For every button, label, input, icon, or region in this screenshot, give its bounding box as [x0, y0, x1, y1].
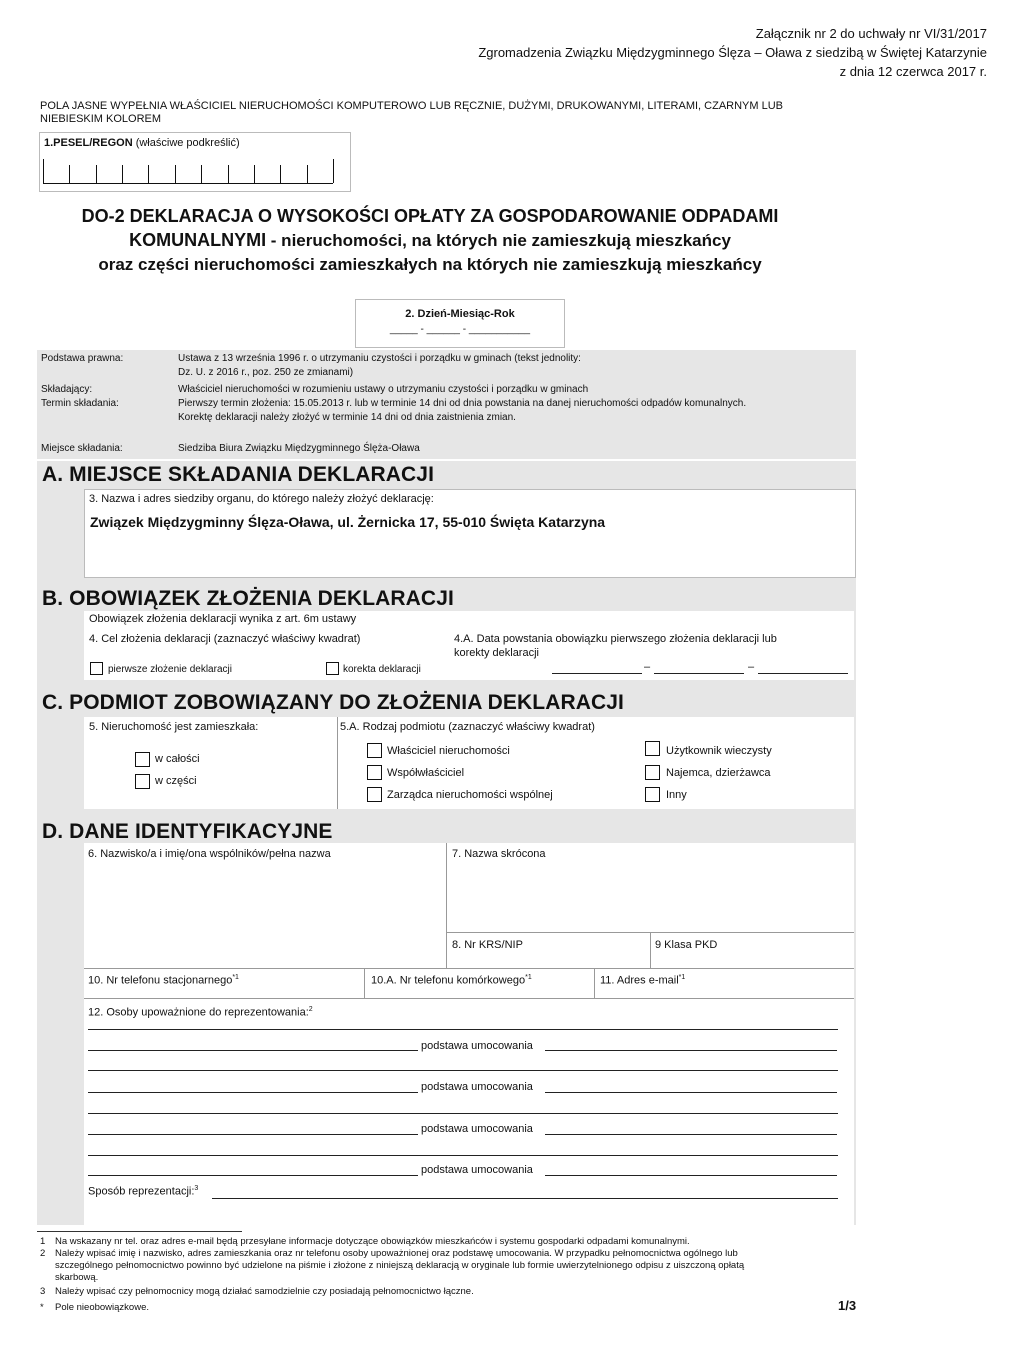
- pesel-box: [39, 132, 351, 192]
- instructions-line-1: POLA JASNE WYPEŁNIA WŁAŚCICIEL NIERUCHOMOŚCI KOMPUTEROWO LUB RĘCZNIE, DUŻYMI, DRUKOWANYMI, LITERAMI, CZARNYM LUB: [40, 100, 784, 112]
- field-8-label: 8. Nr KRS/NIP: [452, 939, 523, 951]
- field-8-input[interactable]: [448, 933, 648, 967]
- header-line-1: Załącznik nr 2 do uchwały nr VI/31/2017: [755, 26, 987, 41]
- perpetual-user-label: Użytkownik wieczysty: [666, 745, 772, 757]
- representative-line-6[interactable]: [88, 1134, 418, 1135]
- declaration-title: [0, 204, 860, 277]
- field-10a-label[interactable]: 10.A. Nr telefonu komórkowego$^{*1}$: [371, 974, 532, 987]
- correction-label: korekta deklaracji: [343, 664, 421, 675]
- tenant-checkbox[interactable]: [645, 765, 660, 780]
- pesel-cell-divider: [228, 165, 229, 183]
- coowner-checkbox[interactable]: [367, 765, 382, 780]
- entity-type-label: 5.A. Rodzaj podmiotu (zaznaczyć właściwy kwadrat): [340, 721, 595, 733]
- representative-line-8[interactable]: [88, 1175, 418, 1176]
- representation-method-input[interactable]: [212, 1198, 838, 1199]
- pesel-cell-divider: [254, 165, 255, 183]
- representative-line-4[interactable]: [88, 1092, 418, 1093]
- pesel-cell-divider: [333, 159, 334, 183]
- inhabited-whole-label: w całości: [155, 753, 200, 765]
- pesel-cell-divider: [175, 165, 176, 183]
- owner-label: Właściciel nieruchomości: [387, 745, 510, 757]
- basis-input-1[interactable]: [545, 1050, 837, 1051]
- representative-line-2[interactable]: [88, 1050, 418, 1051]
- obligation-date-label-2: korekty deklaracji: [454, 647, 539, 659]
- section-b-title: B. OBOWIĄZEK ZŁOŻENIA DEKLARACJI: [42, 587, 454, 610]
- section-c-box: [84, 717, 854, 809]
- obligation-date-year[interactable]: [758, 673, 848, 674]
- field-9-input[interactable]: [652, 933, 852, 967]
- field-10-label[interactable]: 10. Nr telefonu stacjonarnego$^{*1}$: [88, 974, 239, 987]
- representative-line-7[interactable]: [88, 1155, 838, 1156]
- first-submission-checkbox[interactable]: [90, 662, 103, 675]
- basis-input-3[interactable]: [545, 1134, 837, 1135]
- representation-method-label: Sposób reprezentacji:$^3$: [88, 1185, 199, 1198]
- pesel-cell-divider: [280, 165, 281, 183]
- basis-label-3: podstawa umocowania: [421, 1123, 533, 1135]
- basis-line-1: Ustawa z 13 września 1996 r. o utrzymaniu czystości i porządku w gminach (tekst jednolity:: [178, 353, 581, 364]
- basis-input-4[interactable]: [545, 1175, 837, 1176]
- field-12-label: 12. Osoby upoważnione do reprezentowania:$^2$: [88, 1006, 313, 1019]
- date-input[interactable]: _____ - ______ - ___________: [389, 324, 531, 335]
- submitter-label: Składający:: [41, 384, 93, 395]
- representative-line-3[interactable]: [88, 1070, 838, 1071]
- correction-checkbox[interactable]: [326, 662, 339, 675]
- owner-checkbox[interactable]: [367, 743, 382, 758]
- footnote-2-line-1: Należy wpisać imię i nazwisko, adres zamieszkania oraz nr telefonu osoby upoważnionej oraz podstawę umocowania. W przypadku pełnomocnictwa ogólnego lub: [55, 1248, 738, 1259]
- date-box: [355, 299, 565, 348]
- title-line-2-bold: KOMUNALNYMI: [129, 230, 267, 250]
- header-line-3: z dnia 12 czerwca 2017 r.: [839, 64, 987, 79]
- section-c-title: C. PODMIOT ZOBOWIĄZANY DO ZŁOŻENIA DEKLARACJI: [42, 691, 624, 714]
- footnote-3: Należy wpisać czy pełnomocnicy mogą działać samodzielnie czy posiadają pełnomocnictwo łączne.: [55, 1286, 474, 1297]
- field-3-value: Związek Międzygminny Ślęza-Oława, ul. Żernicka 17, 55-010 Święta Katarzyna: [90, 514, 606, 530]
- basis-input-2[interactable]: [545, 1092, 837, 1093]
- instructions-line-2: NIEBIESKIM KOLOREM: [40, 113, 162, 125]
- field-6-input[interactable]: [84, 843, 444, 967]
- inhabited-part-label: w części: [155, 775, 197, 787]
- purpose-label: 4. Cel złożenia deklaracji (zaznaczyć właściwy kwadrat): [89, 633, 361, 645]
- deadline-line-1: Pierwszy termin złożenia: 15.05.2013 r. lub w terminie 14 dni od dnia powstania na danej nieruchomości odpadów komunalnych.: [178, 398, 747, 409]
- field-7-input[interactable]: [448, 843, 852, 931]
- title-line-3: oraz części nieruchomości zamieszkałych na których nie zamieszkują mieszkańcy: [98, 255, 762, 274]
- pesel-input[interactable]: [43, 159, 333, 184]
- obligation-text: Obowiązek złożenia deklaracji wynika z art. 6m ustawy: [89, 613, 357, 625]
- attachment-header: [287, 24, 987, 81]
- manager-checkbox[interactable]: [367, 787, 382, 802]
- footnote-2-line-2: szczególnego pełnomocnictwo powinno być udzielone na piśmie i złożone z niniejszą deklaracją w oryginale lub formie uwierzytelnionego odpisu z uiszczoną opłatą: [55, 1260, 745, 1271]
- pesel-cell-divider: [69, 165, 70, 183]
- footnote-2-line-3: skarbową.: [55, 1272, 99, 1283]
- pesel-label: 1.PESEL/REGON: [44, 137, 133, 149]
- field-3-label: 3. Nazwa i adres siedziby organu, do którego należy złożyć deklarację:: [89, 493, 434, 505]
- perpetual-user-checkbox[interactable]: [645, 741, 660, 756]
- other-checkbox[interactable]: [645, 787, 660, 802]
- pesel-cell-divider: [201, 165, 202, 183]
- header-line-2: Zgromadzenia Związku Międzygminnego Ślęza – Oława z siedzibą w Świętej Katarzynie: [478, 45, 987, 60]
- basis-label-2: podstawa umocowania: [421, 1081, 533, 1093]
- section-d-box: [84, 843, 854, 1225]
- basis-line-2: Dz. U. z 2016 r., poz. 250 ze zmianami): [178, 367, 354, 378]
- pesel-hint: (właściwe podkreślić): [135, 137, 240, 149]
- fill-instructions: [40, 100, 783, 126]
- representative-line-1[interactable]: [88, 1029, 838, 1030]
- obligation-date-month[interactable]: [654, 673, 744, 674]
- section-a-title: A. MIEJSCE SKŁADANIA DEKLARACJI: [42, 463, 435, 486]
- footnote-1: Na wskazany nr tel. oraz adres e-mail będą przesyłane informacje dotyczące obowiązków mieszkańców i systemu gospodarki odpadami komunalnymi.: [55, 1236, 690, 1247]
- first-submission-label: pierwsze złożenie deklaracji: [108, 664, 232, 675]
- pesel-cell-divider: [43, 159, 44, 183]
- field-7-label: 7. Nazwa skrócona: [452, 848, 546, 860]
- deadline-line-2: Korektę deklaracji należy złożyć w terminie 14 dni od dnia zaistnienia zmian.: [178, 412, 516, 423]
- basis-label-1: podstawa umocowania: [421, 1040, 533, 1052]
- field-9-label: 9 Klasa PKD: [655, 939, 718, 951]
- field-6-label: 6. Nazwisko/a i imię/ona wspólników/pełna nazwa: [88, 848, 331, 860]
- manager-label: Zarządca nieruchomości wspólnej: [387, 789, 553, 801]
- submitter-value: Właściciel nieruchomości w rozumieniu ustawy o utrzymaniu czystości i porządku w gminach: [178, 384, 589, 395]
- pesel-cell-divider: [122, 165, 123, 183]
- inhabited-whole-checkbox[interactable]: [135, 752, 150, 767]
- place-value: Siedziba Biura Związku Międzygminnego Ślęża-Oława: [178, 443, 420, 454]
- representative-line-5[interactable]: [88, 1113, 838, 1114]
- date-label: 2. Dzień-Miesiąc-Rok: [405, 308, 515, 320]
- tenant-label: Najemca, dzierżawca: [666, 767, 771, 779]
- field-3-box[interactable]: [84, 489, 856, 578]
- obligation-date-label-1: 4.A. Data powstania obowiązku pierwszego złożenia deklaracji lub: [454, 633, 777, 645]
- section-b-box: Obowiązek złożenia deklaracji wynika z art. 6m ustawy 4. Cel złożenia deklaracji (zaznaczyć właściwy kwadrat) pierwsze złożenie deklaracji korekta deklaracji 4.A. Data powstania obowiązku pierwszego złożenia deklaracji lub korekty deklaracji – –: [84, 611, 854, 680]
- basis-label-4: podstawa umocowania: [421, 1164, 533, 1176]
- field-11-label[interactable]: 11. Adres e-mail$^{*1}$: [600, 974, 686, 987]
- deadline-label: Termin składania:: [41, 398, 119, 409]
- pesel-cell-divider: [148, 165, 149, 183]
- basis-label: Podstawa prawna:: [41, 353, 124, 364]
- place-label: Miejsce składania:: [41, 443, 123, 454]
- inhabited-part-checkbox[interactable]: [135, 774, 150, 789]
- title-line-1: DO-2 DEKLARACJA O WYSOKOŚCI OPŁATY ZA GOSPODAROWANIE ODPADAMI: [81, 206, 779, 226]
- page-number: 1/3: [838, 1298, 857, 1313]
- obligation-date-day[interactable]: [552, 673, 642, 674]
- pesel-cell-divider: [307, 165, 308, 183]
- section-d-title: D. DANE IDENTYFIKACYJNE: [42, 820, 333, 843]
- other-label: Inny: [666, 789, 687, 801]
- title-line-2-rest: - nieruchomości, na których nie zamieszkują mieszkańcy: [266, 231, 731, 250]
- coowner-label: Współwłaściciel: [387, 767, 465, 779]
- pesel-cell-divider: [96, 165, 97, 183]
- inhabited-label: 5. Nieruchomość jest zamieszkała:: [89, 721, 259, 733]
- footnote-star: Pole nieobowiązkowe.: [55, 1302, 150, 1313]
